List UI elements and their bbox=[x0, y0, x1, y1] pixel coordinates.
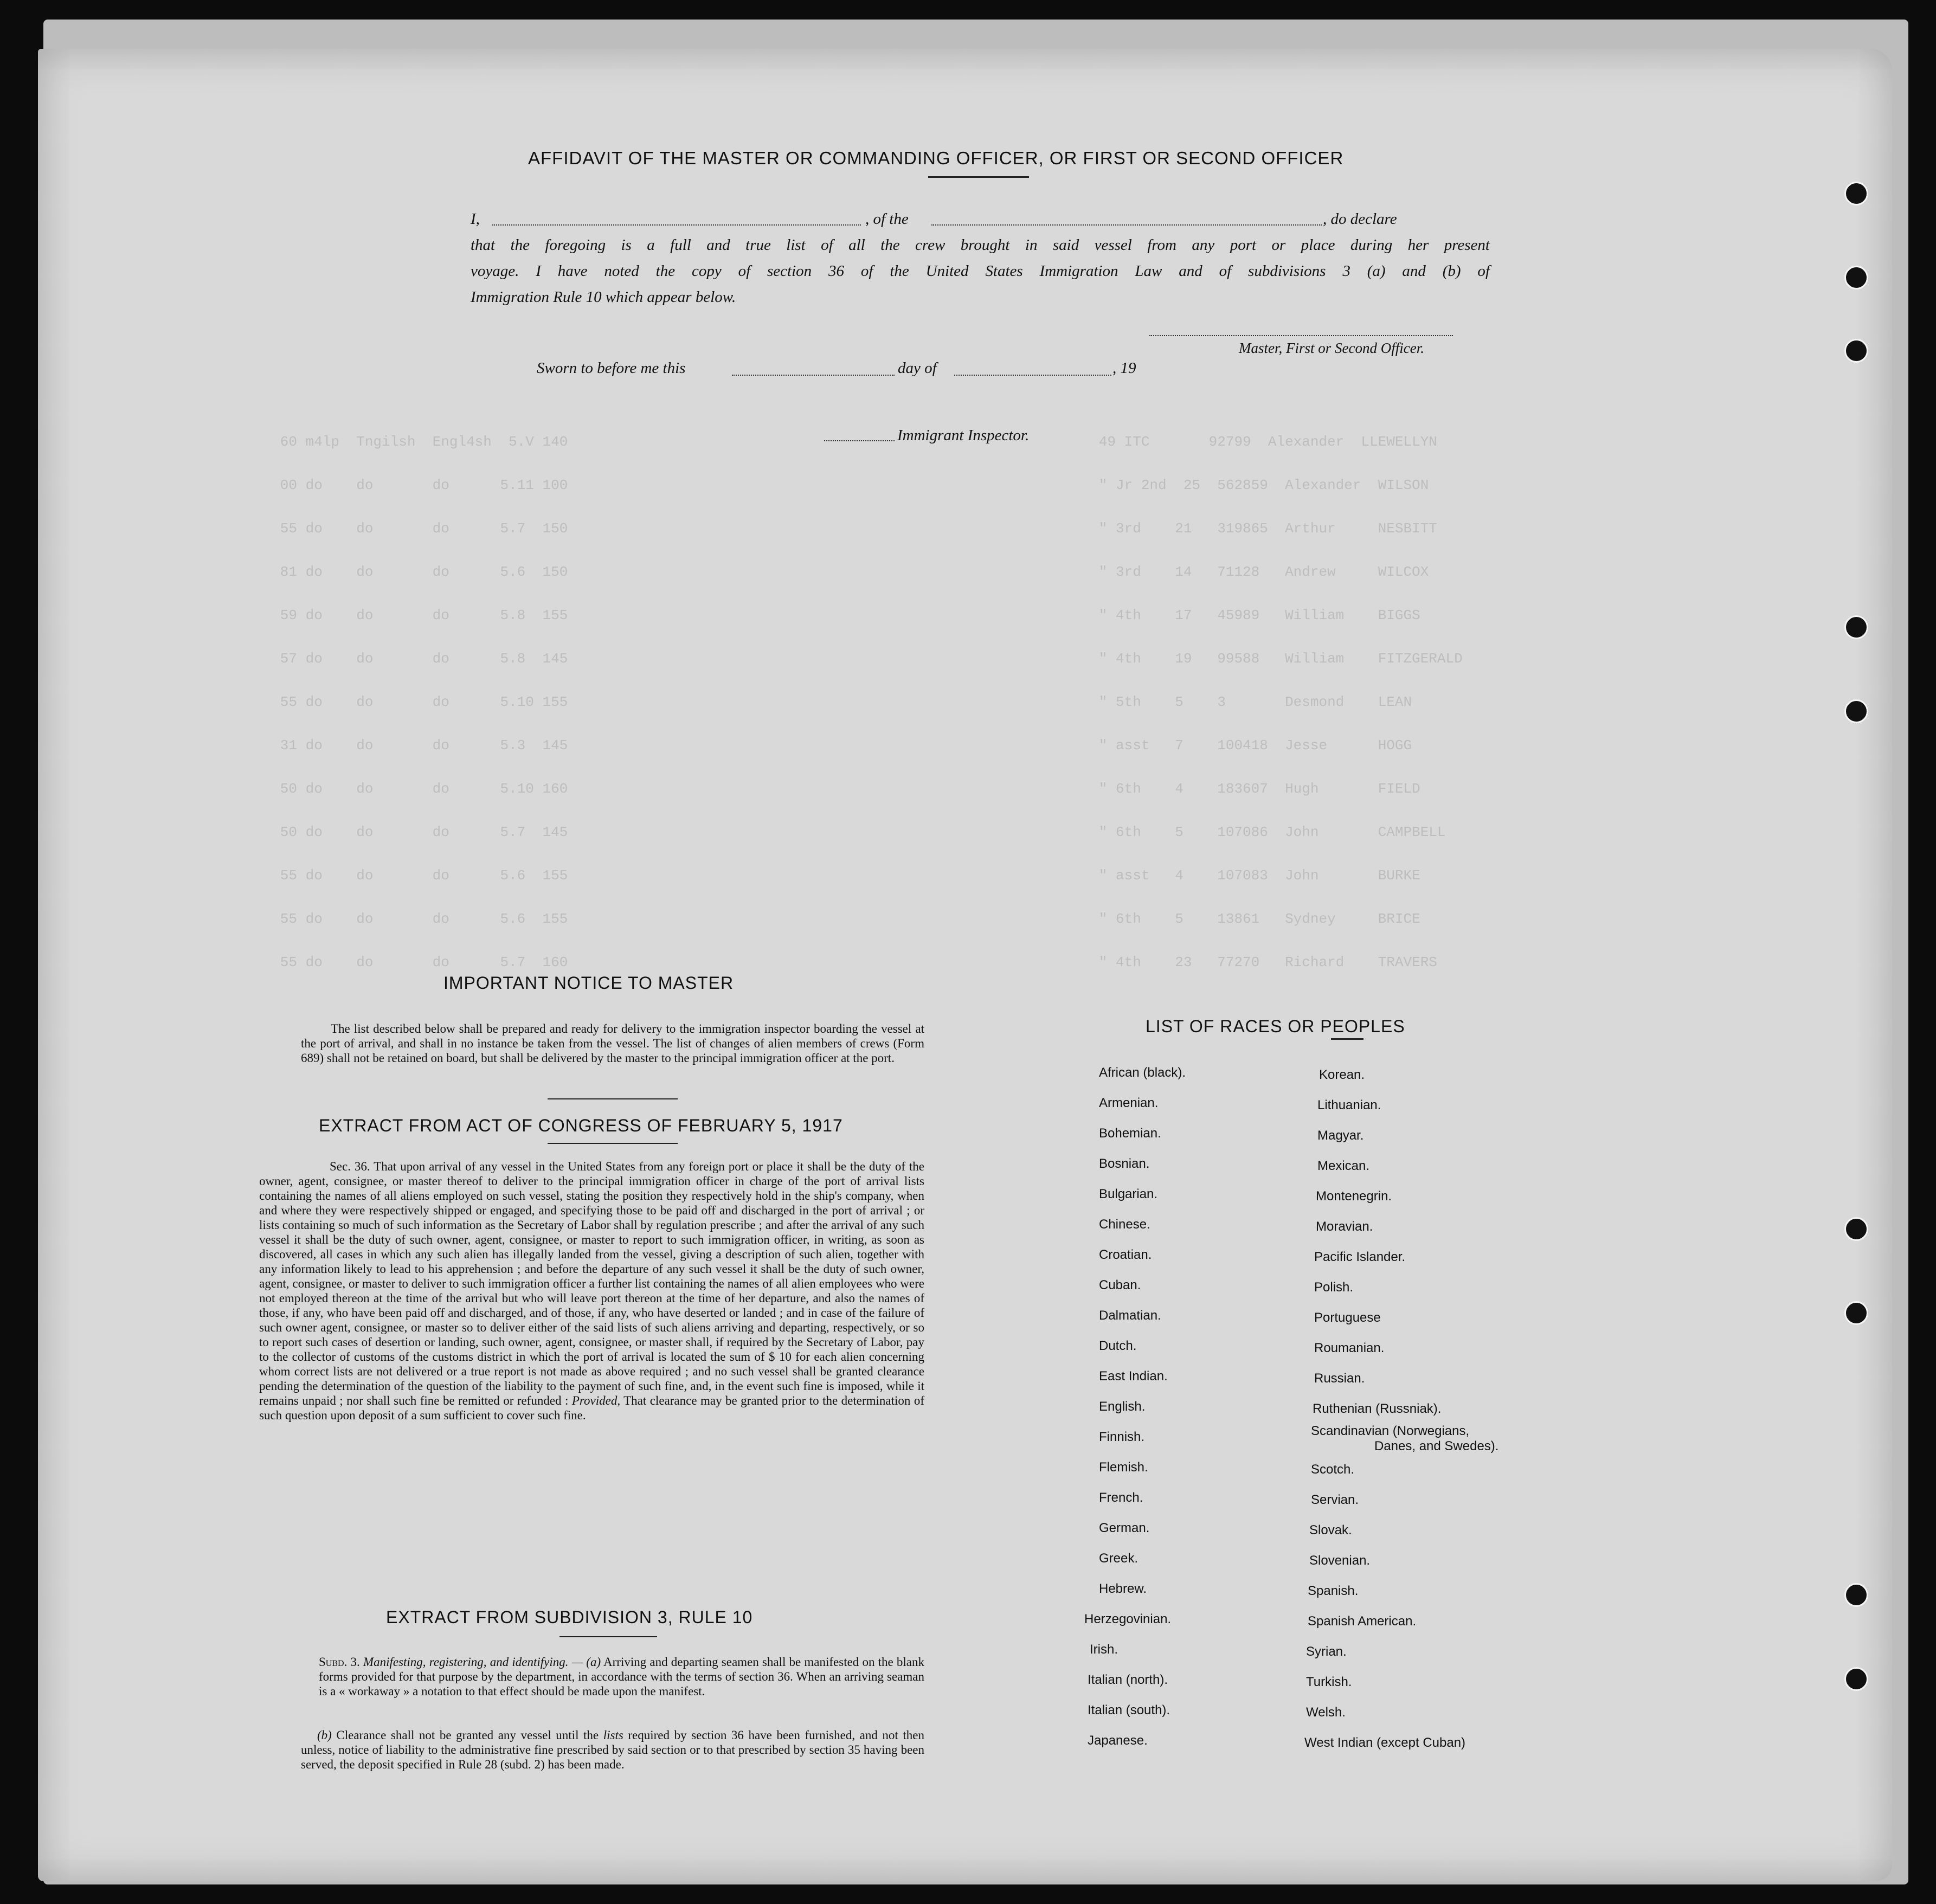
race-item: Moravian. bbox=[1316, 1219, 1373, 1234]
signature-label: Master, First or Second Officer. bbox=[1239, 340, 1424, 356]
race-item: Magyar. bbox=[1317, 1128, 1364, 1143]
rule-subd-b bbox=[301, 1728, 924, 1772]
race-item: Dutch. bbox=[1099, 1339, 1137, 1353]
race-item: Bohemian. bbox=[1099, 1126, 1161, 1141]
title-underline bbox=[1331, 1038, 1363, 1040]
day-of-label: day of bbox=[898, 359, 937, 377]
act-section-36-text bbox=[259, 1159, 924, 1423]
divider bbox=[548, 1143, 678, 1144]
race-item: African (black). bbox=[1099, 1065, 1186, 1080]
race-item: Spanish American. bbox=[1308, 1614, 1417, 1629]
races-title: LIST OF RACES OR PEOPLES bbox=[1146, 1017, 1405, 1036]
race-item: English. bbox=[1099, 1399, 1146, 1414]
binder-hole bbox=[1844, 1301, 1868, 1325]
divider bbox=[559, 1636, 657, 1637]
sworn-label: Sworn to before me this bbox=[537, 359, 686, 377]
race-item: Dalmatian. bbox=[1099, 1308, 1161, 1323]
binder-hole bbox=[1844, 339, 1868, 363]
sworn-line bbox=[537, 359, 1160, 381]
signature-blank bbox=[1149, 335, 1453, 336]
race-item: Montenegrin. bbox=[1316, 1189, 1392, 1204]
race-item: Italian (south). bbox=[1088, 1703, 1170, 1718]
race-item: Herzegovinian. bbox=[1084, 1612, 1172, 1626]
race-item: Cuban. bbox=[1099, 1278, 1141, 1292]
affidavit-line-2: that the foregoing is a full and true list of all the crew brought in said vessel from any port or place during her present bbox=[471, 236, 1490, 254]
race-item: Turkish. bbox=[1306, 1675, 1352, 1689]
rule-subd-a bbox=[319, 1655, 924, 1699]
binder-hole bbox=[1844, 615, 1868, 639]
race-item: Ruthenian (Russniak). bbox=[1313, 1401, 1442, 1416]
subd-heading: Manifesting, registering, and identifying. — (a) bbox=[363, 1655, 601, 1669]
notice-body: The list described below shall be prepared and ready for delivery to the immigration inspector boarding the vessel at the port of arrival, and shall in no instance be taken from the vessel. The list of changes of alien members of crews (Form 689) shall not be retained on board, but shall be delivered by the master to the principal immigration officer at the port. bbox=[301, 1022, 924, 1065]
race-item: West Indian (except Cuban) bbox=[1304, 1735, 1466, 1750]
race-item: Japanese. bbox=[1088, 1733, 1148, 1748]
act-proviso-text: That clearance may be granted prior to the determination of such question upon deposit of a sum sufficient to cover such fine. bbox=[259, 1394, 924, 1422]
race-item: Hebrew. bbox=[1099, 1581, 1147, 1596]
act-body: Sec. 36. That upon arrival of any vessel in the United States from any foreign port or place it shall be the duty of the owner, agent, consignee, or master thereof to deliver to the principal immigration officer in charge of the port of arrival lists containing the names of all aliens employed on such vessel, stating the position they respectively hold in the ship's company, when and where they were respectively shipped or engaged, and specifying those to be paid off and discharged in the port of arrival ; or lists containing so much of such information as the Secretary of Labor shall by regulation prescribe ; and after the arrival of any such vessel it shall be the duty of such owner, agent, consignee, or master to report to such immigration officer, in writing, as soon as discovered, all cases in which any such alien has illegally landed from the vessel, giving a description of such alien, together with any information likely to lead to his apprehension ; and before the departure of any such vessel it shall be the duty of such owner, agent, consignee, or master to deliver to such immigration officer a further list containing the names of all alien employees who were not employed thereon at the time of the arrival but who will leave port thereon at the time of her departure, and also the names of those, if any, who have been paid off and discharged, and of those, if any, who have deserted or landed ; and in case of the failure of such owner agent, consignee, or master so to deliver either of the said lists of such aliens arriving and departing, respectively, or so to report such cases of desertion or landing, such owner, agent, consignee, or master shall, if required by the Secretary of Labor, pay to the collector of customs of the customs district in which the port of arrival is located the sum of $ 10 for each alien concerning whom correct lists are not delivered or a true report is not made as above required ; and no such vessel shall be granted clearance pending the determination of the question of the liability to the payment of such fine, and, in the event such fine is imposed, while it remains unpaid ; nor shall such fine be remitted or refunded : bbox=[259, 1160, 924, 1407]
binder-hole bbox=[1844, 699, 1868, 723]
vessel-name-blank bbox=[931, 224, 1322, 226]
subd-a-text: Arriving and departing seamen shall be manifested on the blank forms provided for that purpose by the department, in accordance with the terms of section 36. When an arriving seaman is a « workaway » a notation to that effect should be made upon the manifest. bbox=[319, 1655, 925, 1698]
race-item: Mexican. bbox=[1317, 1159, 1370, 1173]
race-item: Lithuanian. bbox=[1317, 1098, 1381, 1112]
race-item: Pacific Islander. bbox=[1314, 1250, 1406, 1264]
title-underline bbox=[928, 176, 1029, 178]
subd-b-lists: lists bbox=[603, 1728, 623, 1742]
binder-hole bbox=[1844, 266, 1868, 290]
race-item: Greek. bbox=[1099, 1551, 1139, 1566]
race-item: Flemish. bbox=[1099, 1460, 1148, 1475]
inspector-label: Immigrant Inspector. bbox=[897, 427, 1030, 444]
subd-b-text-1: Clearance shall not be granted any vessel until the bbox=[336, 1728, 599, 1742]
race-item: Armenian. bbox=[1099, 1096, 1159, 1110]
binder-hole bbox=[1844, 1667, 1868, 1691]
inspector-signature-blank bbox=[824, 440, 895, 441]
race-item: Roumanian. bbox=[1314, 1341, 1385, 1355]
race-item: Portuguese bbox=[1314, 1310, 1381, 1325]
race-item: Spanish. bbox=[1308, 1584, 1359, 1598]
subd-b-text-2: required by section 36 have been furnished, and not then unless, notice of liability to the administrative fine prescribed by said section or to that prescribed by section 35 having been served, the deposit specified in Rule 28 (subd. 2) has been made. bbox=[301, 1728, 925, 1771]
sworn-month-blank bbox=[954, 375, 1111, 376]
race-item: Scotch. bbox=[1311, 1462, 1355, 1477]
race-item: Korean. bbox=[1319, 1067, 1365, 1082]
race-item: Bosnian. bbox=[1099, 1156, 1150, 1171]
affidavit-declare-label: , do declare bbox=[1323, 210, 1397, 228]
race-item: French. bbox=[1099, 1490, 1143, 1505]
race-item: Irish. bbox=[1090, 1642, 1118, 1657]
subd-b-label: (b) bbox=[317, 1728, 332, 1742]
race-item: Russian. bbox=[1314, 1371, 1365, 1386]
rule-title: EXTRACT FROM SUBDIVISION 3, RULE 10 bbox=[386, 1607, 753, 1627]
affidavit-of-the-label: , of the bbox=[865, 210, 909, 228]
notice-title: IMPORTANT NOTICE TO MASTER bbox=[443, 973, 734, 993]
race-item: Servian. bbox=[1311, 1493, 1359, 1507]
affidavit-title: AFFIDAVIT OF THE MASTER OR COMMANDING OFFICER, OR FIRST OR SECOND OFFICER bbox=[528, 148, 1344, 168]
master-name-blank bbox=[492, 224, 861, 226]
race-item: East Indian. bbox=[1099, 1369, 1168, 1384]
binder-hole bbox=[1844, 1583, 1868, 1607]
affidavit-line-3: voyage. I have noted the copy of section 36 of the United States Immigration Law and of subdivisions 3 (a) and (b) of bbox=[471, 262, 1490, 280]
race-item: Scandinavian (Norwegians, bbox=[1311, 1424, 1470, 1438]
race-item: Finnish. bbox=[1099, 1430, 1145, 1444]
race-item: Slovenian. bbox=[1309, 1553, 1371, 1568]
act-proviso-word: Provided, bbox=[571, 1394, 621, 1407]
affidavit-line-4: Immigration Rule 10 which appear below. bbox=[471, 288, 736, 306]
race-item: Slovak. bbox=[1309, 1523, 1352, 1538]
race-item: Polish. bbox=[1314, 1280, 1354, 1295]
race-item: German. bbox=[1099, 1521, 1150, 1535]
subd-label: Subd. 3. bbox=[319, 1655, 360, 1669]
race-item: Welsh. bbox=[1306, 1705, 1346, 1720]
affidavit-declaration-line bbox=[471, 210, 1490, 232]
race-item: Syrian. bbox=[1306, 1644, 1347, 1659]
race-item: Italian (north). bbox=[1088, 1673, 1168, 1687]
divider bbox=[548, 1098, 678, 1099]
affidavit-i-label: I, bbox=[471, 210, 480, 228]
race-item: Croatian. bbox=[1099, 1247, 1152, 1262]
sworn-day-blank bbox=[732, 375, 895, 376]
race-item: Chinese. bbox=[1099, 1217, 1150, 1232]
year-label: , 19 bbox=[1112, 359, 1136, 377]
binder-hole bbox=[1844, 1217, 1868, 1241]
race-item: Bulgarian. bbox=[1099, 1187, 1158, 1201]
act-title: EXTRACT FROM ACT OF CONGRESS OF FEBRUARY 5, 1917 bbox=[319, 1116, 843, 1135]
race-item-continuation: Danes, and Swedes). bbox=[1374, 1439, 1499, 1453]
binder-hole bbox=[1844, 182, 1868, 205]
